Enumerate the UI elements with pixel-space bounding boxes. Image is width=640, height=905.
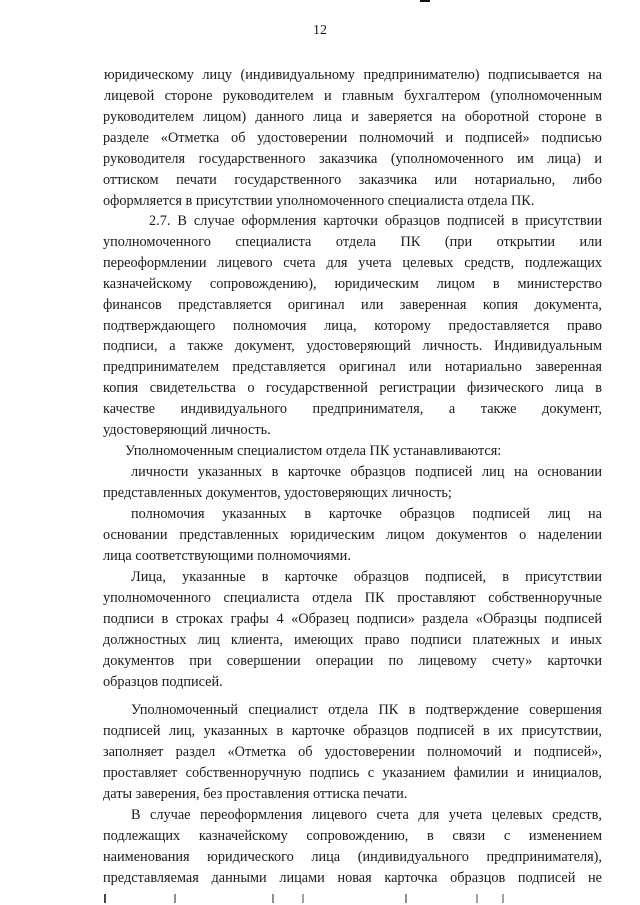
text-line: подписи, а также документ, удостоверяющий личность. Индивидуальным [103,338,602,354]
text-line: образцов подписей. [103,674,223,690]
text-line: представленных документов, удостоверяющих личность; [103,485,452,501]
text-line: оформляется в присутствии уполномоченного специалиста отдела ПК. [103,193,535,209]
text-line: разделе «Отметка об удостоверении полномочий и подписей» подписью [103,130,602,146]
paragraph-first-line: В случае переоформления лицевого счета для учета целевых средств, [131,807,602,823]
paragraph-first-line: Уполномоченный специалист отдела ПК в подтверждение совершения [131,702,602,718]
text-line: наименования юридического лица (индивидуального предпринимателя), [103,849,602,865]
text-line: уполномоченного специалиста отдела ПК проставляют собственноручные [103,590,602,606]
text-line: копия свидетельства о государственной регистрации физического лица в [103,380,602,396]
text-line: лицевой стороне руководителем и главным бухгалтером (уполномоченным [104,88,602,104]
text-line: руководителя государственного заказчика (уполномоченного им лица) и [103,151,602,167]
text-line: основании представленных юридическим лицом документов о наделении [103,527,602,543]
text-line: казначейскому сопровождению), юридическим лицом в министерство [103,276,602,292]
text-line: заполняет раздел «Отметка об удостоверении полномочий и подписей», [103,744,602,760]
text-line: юридическому лицу (индивидуальному предпринимателю) подписывается на [104,67,602,83]
text-line: представляемая данными лицами новая карточка образцов подписей не [103,870,602,886]
paragraph-first-line: личности указанных в карточке образцов подписей лиц на основании [131,464,602,480]
scan-edge-artifacts [104,894,604,904]
text-line: проставляет собственноручную подпись с указанием фамилии и инициалов, [103,765,602,781]
text-line: удостоверяющий личность. [103,422,271,438]
text-line: даты заверения, без проставления оттиска печати. [103,786,408,802]
paragraph-first-line: полномочия указанных в карточке образцов подписей лиц на [131,506,602,522]
text-line: подписи в строках графы 4 «Образец подписи» раздела «Образцы подписей [103,611,602,627]
text-line: документов при совершении операции по лицевому счету» карточки [103,653,602,669]
text-line: подлежащих казначейскому сопровождению, в связи с изменением [103,828,602,844]
text-line: руководителем лицом) данного лица и заверяется на оборотной стороне в [103,109,602,125]
paragraph-first-line: 2.7. В случае оформления карточки образцов подписей в присутствии [149,213,602,229]
paragraph-first-line: Уполномоченным специалистом отдела ПК устанавливаются: [125,443,502,459]
text-line: предпринимателем представляется оригинал или нотариально заверенная [103,359,602,375]
text-line: должностных лиц клиента, имеющих право подписи платежных и иных [103,632,602,648]
text-line: уполномоченного специалиста отдела ПК (при открытии или [103,234,602,250]
text-line: оттиском печати государственного заказчика или нотариально, либо [103,172,602,188]
text-line: переоформлении лицевого счета для учета целевых средств, подлежащих [103,255,602,271]
text-line: подтверждающего полномочия лица, которому предоставляется право [103,318,602,334]
text-line: подписей лиц, указанных в карточке образцов подписей в их присутствии, [103,723,602,739]
text-line: финансов представляется оригинал или заверенная копия документа, [103,297,602,313]
text-line: качестве индивидуального предпринимателя, а также документ, [103,401,602,417]
paragraph-first-line: Лица, указанные в карточке образцов подписей, в присутствии [131,569,602,585]
text-line: лица соответствующими полномочиями. [103,548,351,564]
page-number: 12 [313,23,327,38]
